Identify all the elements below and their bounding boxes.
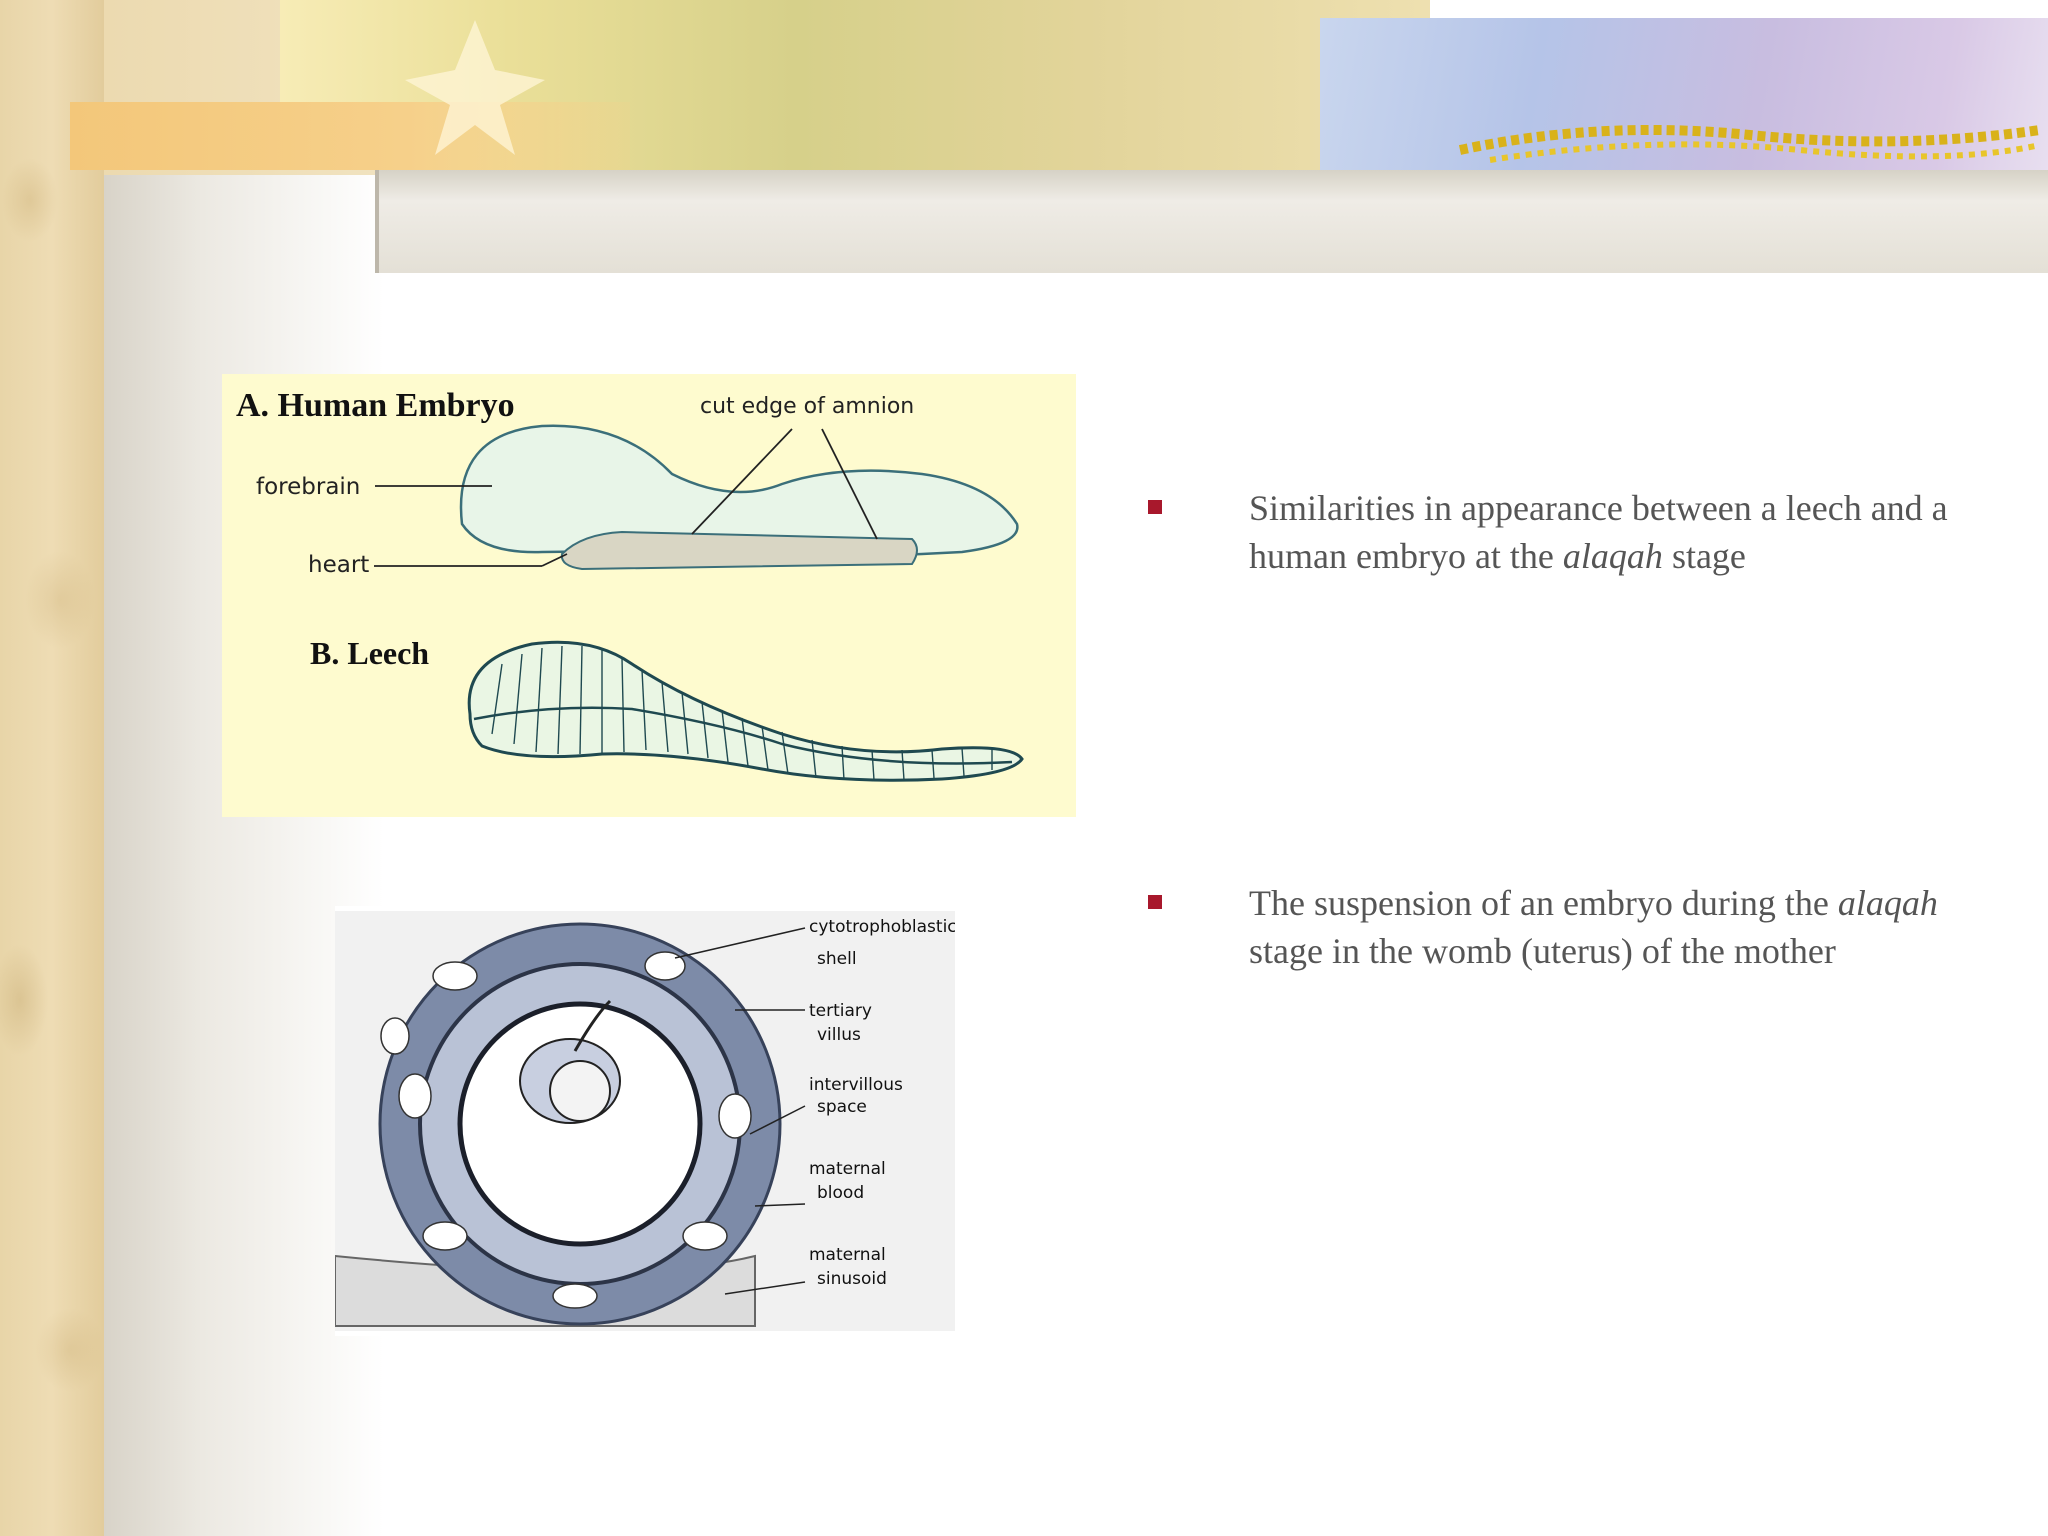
label-heart: heart — [308, 552, 370, 578]
bullet-square-icon — [1148, 500, 1162, 514]
embryo-leech-drawing — [222, 374, 1076, 817]
bullet-1-part-3: stage — [1662, 536, 1746, 576]
label-intervillous: intervillous — [809, 1075, 903, 1095]
wheat-decoration — [1450, 110, 2048, 170]
bullet-1-italic-term: alaqah — [1562, 536, 1663, 576]
bullet-1-part-1: Similarities in appearance between a leech and a human embryo at the — [1249, 488, 1948, 576]
embryo-body — [562, 532, 917, 569]
label-maternal-2: maternal — [809, 1245, 886, 1265]
banner-frame — [375, 170, 2048, 273]
label-leech: B. Leech — [310, 635, 430, 671]
label-forebrain: forebrain — [256, 474, 361, 500]
bullet-text-1 — [1249, 484, 1949, 580]
bullet-square-icon — [1148, 895, 1162, 909]
label-villus: villus — [817, 1025, 861, 1045]
placenta-cross-section-figure — [335, 906, 955, 1336]
leaf-icon — [400, 10, 550, 160]
leech-outline — [469, 642, 1022, 780]
label-human-embryo: A. Human Embryo — [236, 387, 515, 424]
label-sinusoid: sinusoid — [817, 1269, 887, 1289]
label-maternal-1: maternal — [809, 1159, 886, 1179]
decorative-banner — [70, 0, 2048, 275]
label-space: space — [817, 1097, 867, 1117]
label-shell: shell — [817, 949, 857, 969]
bullet-2-part-1: The suspension of an embryo during the — [1249, 883, 1838, 923]
placenta-drawing — [335, 906, 955, 1336]
bullet-text-2 — [1249, 879, 1949, 975]
label-tertiary: tertiary — [809, 1001, 872, 1021]
label-blood: blood — [817, 1183, 865, 1203]
bullet-2-italic-term: alaqah — [1837, 883, 1938, 923]
label-cut-edge-amnion: cut edge of amnion — [700, 394, 915, 419]
embryo-leech-figure — [222, 374, 1076, 817]
label-cytotrophoblastic: cytotrophoblastic — [809, 917, 955, 937]
bullet-2-part-3: stage in the womb (uterus) of the mother — [1249, 931, 1836, 971]
